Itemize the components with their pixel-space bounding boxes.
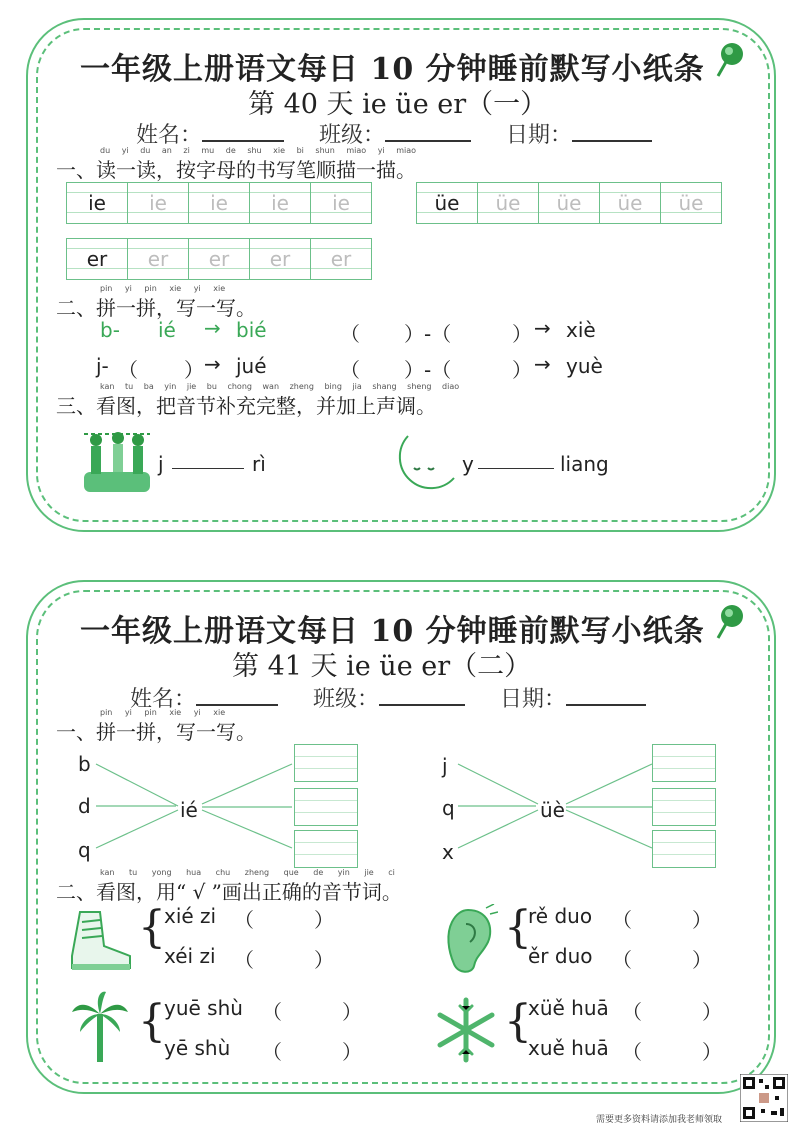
ear-icon (438, 904, 498, 976)
sheet2-title: 一年级上册语文每日 10 分钟睡前默写小纸条 (80, 614, 705, 649)
tracing-cell[interactable]: er (189, 238, 250, 280)
pushpin-icon (712, 602, 746, 642)
arrow-icon: → (204, 316, 221, 340)
section2-pinyin: pin yi pin xie yi xie (100, 284, 226, 293)
syllable-result: yuè (566, 354, 603, 378)
syllable-initial: b- (100, 318, 120, 342)
initial-x: x (442, 840, 454, 864)
date-field[interactable] (572, 122, 652, 142)
tracing-cell[interactable]: ie (189, 182, 250, 224)
syllable-initial: j- (96, 354, 109, 378)
check-paren[interactable]: （ ） (612, 948, 712, 972)
class-field[interactable] (379, 686, 465, 706)
write-box[interactable] (294, 744, 358, 782)
section3-pinyin: kan tu ba yin jie bu chong wan zheng bing jia shang sheng diao (100, 382, 460, 391)
sheet1-subtitle: 第 40 天 ie üe er（一） (248, 89, 548, 120)
brace: { (138, 996, 166, 1047)
tracing-cell[interactable]: ie (66, 182, 128, 224)
initial-d: d (78, 794, 91, 818)
check-paren[interactable]: （ ） (234, 908, 334, 932)
pushpin-icon (712, 40, 746, 80)
write-box[interactable] (652, 788, 716, 826)
name-label: 姓名： (130, 687, 197, 712)
date-label: 日期： (500, 687, 567, 712)
answer-prefix: y (462, 452, 474, 476)
crescent-moon-icon (388, 428, 460, 498)
answer-prefix: j (158, 452, 164, 476)
tracing-cell[interactable]: üe (539, 182, 600, 224)
tracing-row-er (66, 238, 372, 280)
syllable-result: xiè (566, 318, 596, 342)
section1-pinyin: du yi du an zi mu de shu xie bi shun miao yi miao (100, 146, 417, 155)
shoe-icon (66, 906, 136, 976)
initial-b: b (78, 752, 91, 776)
tracing-cell[interactable]: ie (128, 182, 189, 224)
name-field[interactable] (202, 122, 284, 142)
tracing-cell[interactable]: er (66, 238, 128, 280)
name-label: 姓名： (136, 123, 203, 148)
tracing-cell[interactable]: üe (661, 182, 722, 224)
name-field[interactable] (196, 686, 278, 706)
answer-blank[interactable] (478, 468, 554, 469)
sheet1-title: 一年级上册语文每日 10 分钟睡前默写小纸条 (80, 52, 705, 87)
check-paren[interactable]: （ ） (612, 908, 712, 932)
tracing-cell[interactable]: ie (311, 182, 372, 224)
tracing-cell[interactable]: üe (600, 182, 661, 224)
option-b: yē shù (164, 1036, 231, 1060)
tracing-cell[interactable]: ie (250, 182, 311, 224)
section2-heading: 二、拼一拼，写一写。 (56, 296, 256, 320)
write-box[interactable] (652, 744, 716, 782)
sheet1-info-row (136, 118, 652, 149)
arrow-icon: → (534, 316, 551, 340)
answer-paren[interactable]: ）-（ (404, 322, 452, 346)
section1-heading: 一、读一读，按字母的书写笔顺描一描。 (56, 158, 416, 182)
initial-q: q (78, 838, 91, 862)
check-paren[interactable]: （ ） (262, 1040, 362, 1064)
syllable-result: jué (236, 354, 267, 378)
answer-paren[interactable]: ） (512, 358, 532, 382)
brace: { (504, 996, 532, 1047)
arrow-icon: → (534, 352, 551, 376)
date-label: 日期： (506, 123, 573, 148)
tracing-cell[interactable]: er (128, 238, 189, 280)
write-box[interactable] (294, 830, 358, 868)
sheet2-subtitle: 第 41 天 ie üe er（二） (232, 651, 532, 682)
initial-j: j (442, 754, 448, 778)
answer-suffix: rì (252, 452, 266, 476)
option-a: xié zi (164, 904, 217, 928)
answer-paren[interactable]: （ (340, 322, 360, 346)
write-box[interactable] (652, 830, 716, 868)
check-paren[interactable]: （ ） (262, 1000, 362, 1024)
answer-paren[interactable]: （ (340, 358, 360, 382)
option-a: rě duo (528, 904, 593, 928)
class-field[interactable] (385, 122, 471, 142)
option-a: xüě huā (528, 996, 609, 1020)
check-paren[interactable]: （ ） (234, 948, 334, 972)
tracing-row-ue (416, 182, 722, 224)
snowflake-icon (432, 996, 500, 1064)
tracing-row-ie (66, 182, 372, 224)
final-center: üè (540, 798, 565, 822)
option-b: xuě huā (528, 1036, 609, 1060)
answer-paren[interactable]: ）-（ (404, 358, 452, 382)
date-field[interactable] (566, 686, 646, 706)
tracing-cell[interactable]: er (250, 238, 311, 280)
brace: { (138, 902, 166, 953)
syllable-result: bié (236, 318, 267, 342)
final-center: ié (180, 798, 198, 822)
brace: { (504, 902, 532, 953)
check-paren[interactable]: （ ） (622, 1000, 722, 1024)
section2-pinyin: kan tu yong hua chu zheng que de yin jie ci (100, 868, 395, 877)
section3-heading: 三、看图，把音节补充完整，并加上声调。 (56, 394, 436, 418)
answer-paren[interactable]: ） (184, 358, 204, 382)
answer-blank[interactable] (172, 468, 244, 469)
option-b: xéi zi (164, 944, 216, 968)
tracing-cell[interactable]: er (311, 238, 372, 280)
answer-paren[interactable]: （ (118, 358, 138, 382)
section1-heading: 一、拼一拼，写一写。 (56, 720, 256, 744)
class-label: 班级： (313, 687, 380, 712)
section1-pinyin: pin yi pin xie yi xie (100, 708, 226, 717)
class-label: 班级： (319, 123, 386, 148)
write-box[interactable] (294, 788, 358, 826)
answer-suffix: liang (560, 452, 609, 476)
tracing-cell[interactable]: üe (416, 182, 478, 224)
palm-tree-icon (70, 990, 130, 1064)
answer-paren[interactable]: ） (512, 322, 532, 346)
option-a: yuē shù (164, 996, 243, 1020)
tracing-cell[interactable]: üe (478, 182, 539, 224)
qr-code-icon (740, 1074, 788, 1122)
initial-q: q (442, 796, 455, 820)
option-b: ěr duo (528, 944, 593, 968)
syllable-final: ié (158, 318, 176, 342)
party-scene-icon (82, 428, 152, 494)
arrow-icon: → (204, 352, 221, 376)
section2-heading: 二、看图，用“ √ ”画出正确的音节词。 (56, 880, 402, 904)
check-paren[interactable]: （ ） (622, 1040, 722, 1064)
footer-text: 需要更多资料请添加我老师领取 (596, 1115, 723, 1125)
